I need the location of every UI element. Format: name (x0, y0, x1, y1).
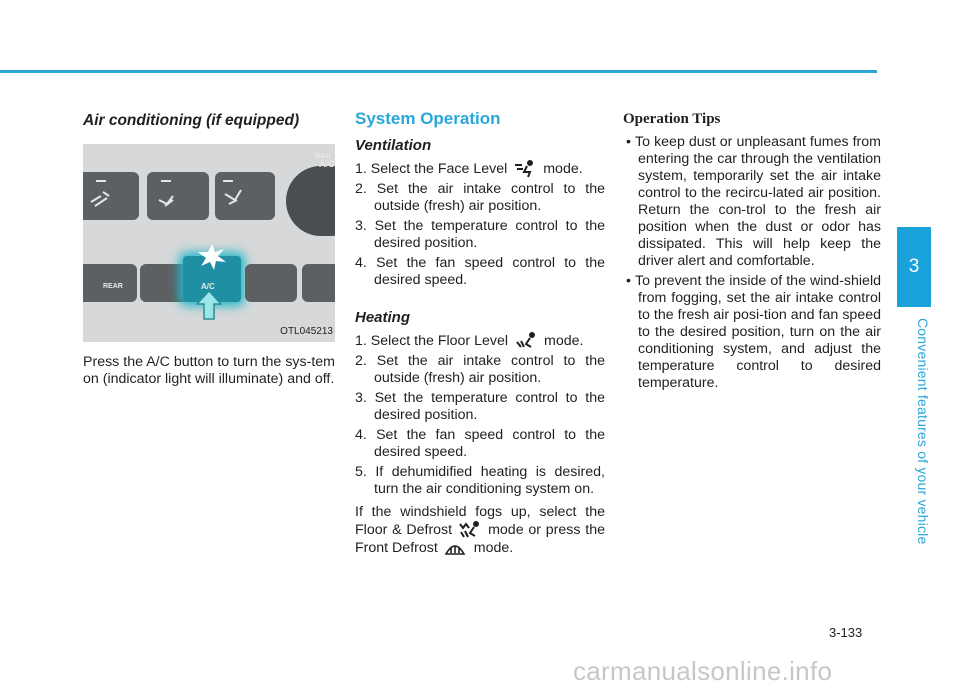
column-left (83, 100, 335, 388)
ventilation-step-3: 3. Set the temperature control to the desired position. (355, 218, 605, 251)
chapter-title: Convenient features of your vehicle (915, 318, 931, 545)
image-caption: OTL045213 (280, 326, 333, 337)
floor-defrost-icon (458, 521, 480, 539)
ventilation-step-1: 1. Select the Face Level mode. (355, 161, 583, 177)
up-arrow-icon (196, 290, 222, 320)
column-right (623, 100, 881, 395)
tip-1: • To keep dust or unpleasant fumes from entering the car through the ventilation system, temporarily set the air intake control to the recircu-lated air position. Return the con-trol to the fresh air position when the dust or odor has dissipated. This will help keep the driver alert and comfortable. (626, 134, 881, 269)
ac-indicator-burst-icon (197, 244, 227, 270)
panel-button-blank-2 (302, 264, 335, 302)
column-middle (355, 100, 605, 557)
heating-step-3: 3. Set the temperature control to the desired position. (355, 390, 605, 423)
heating-step-2: 2. Set the air intake control to the outside (fresh) air position. (355, 353, 605, 386)
heating-heading: Heating (355, 309, 411, 326)
face-level-icon (513, 160, 535, 178)
heating-step-5: 5. If dehumidified heating is desired, turn the air conditioning system on. (355, 464, 605, 497)
tip-2: • To prevent the inside of the wind-shield from fogging, set the air intake control to the fresh air posi-tion and fan speed to the desired position, turn on the air conditioning system, and adjust the temperature control to desired temperature. (626, 273, 881, 391)
ac-body: Press the A/C button to turn the sys-tem on (indicator light will illuminate) and off. (83, 354, 335, 387)
top-rule (0, 70, 877, 73)
ac-label: A/C (201, 282, 215, 291)
front-defrost-icon (444, 539, 466, 557)
system-operation-heading: System Operation (355, 109, 501, 128)
ventilation-step-4: 4. Set the fan speed control to the desired speed. (355, 255, 605, 288)
floor-level-icon (514, 332, 536, 350)
rear-label: REAR (103, 283, 123, 290)
page-number: 3-133 (829, 625, 863, 640)
operation-tips-heading: Operation Tips (623, 111, 721, 127)
heating-step-4: 4. Set the fan speed control to the desired speed. (355, 427, 605, 460)
ac-panel-image (83, 144, 335, 342)
ac-label-top: A/C (319, 159, 335, 169)
ac-heading: Air conditioning (if equipped) (83, 112, 300, 129)
heating-step-1: 1. Select the Floor Level mode. (355, 333, 584, 349)
panel-button-blank-1 (245, 264, 297, 302)
max-label: MAX (315, 153, 331, 160)
chapter-tab: 3 (897, 227, 931, 307)
ventilation-step-2: 2. Set the air intake control to the outside (fresh) air position. (355, 181, 605, 214)
ventilation-heading: Ventilation (355, 137, 432, 154)
watermark: carmanualsonline.info (573, 656, 833, 686)
defog-paragraph: If the windshield fogs up, select the Floor & Defrost mode or press the Front Defrost mode. (355, 504, 605, 556)
